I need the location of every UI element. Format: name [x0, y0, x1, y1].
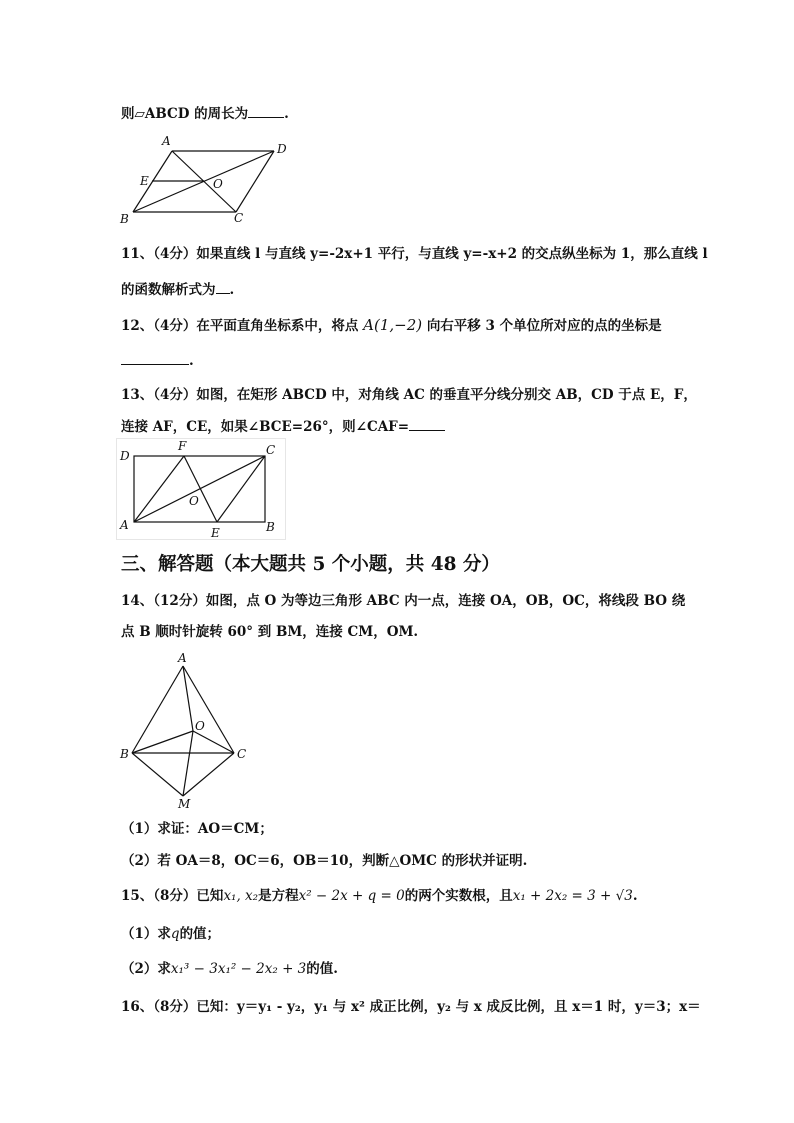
q10-label-e: E — [140, 174, 149, 188]
q13-answer-blank — [409, 416, 445, 431]
q12-end: . — [189, 353, 194, 369]
q14-segment-om — [183, 731, 193, 796]
q15-prefix: 15、（8分）已知 — [121, 888, 224, 904]
q11-end: . — [229, 282, 235, 298]
q12-point: A(1,−2) — [363, 316, 423, 334]
q14-label-c: C — [237, 747, 247, 761]
section3-title: 三、解答题（本大题共 5 个小题，共 48 分） — [121, 554, 500, 575]
q13-label-a: A — [120, 518, 129, 532]
q15-part1-suffix: 的值； — [179, 926, 221, 942]
q10-answer-blank — [248, 103, 284, 118]
q10-label-o: O — [213, 177, 223, 191]
q11-line2 — [121, 279, 234, 300]
q10-tail-text: 则▱ABCD 的周长为 — [121, 106, 249, 122]
q13-label-b: B — [266, 520, 275, 534]
q14-line1: 14、（12分）如图，点 O 为等边三角形 ABC 内一点，连接 OA，OB，OC，将线段 BO 绕 — [121, 593, 686, 609]
q11-line1: 11、（4分）如果直线 l 与直线 y=-2x+1 平行，与直线 y=-x+2 的交点纵坐标为 1，那么直线 l — [121, 246, 708, 262]
q14-segment-bm — [132, 753, 183, 796]
q14-segment-ao — [183, 666, 193, 731]
q10-label-a: A — [162, 134, 171, 148]
q15-part1-prefix: （1）求 — [121, 926, 171, 942]
q13-line2-text: 连接 AF，CE，如果∠BCE=26°，则∠CAF= — [121, 419, 410, 435]
q15-line1 — [121, 886, 638, 906]
q13-segment-fe — [184, 456, 217, 522]
q13-label-f: F — [178, 439, 187, 453]
q10-parallelogram-figure — [116, 130, 296, 230]
q13-line2 — [121, 416, 445, 437]
q14-part1: （1）求证：AO＝CM； — [121, 821, 273, 837]
q15-part2-expr: x₁³ − 3x₁² − 2x₂ + 3 — [170, 961, 307, 977]
q15-equation: x² − 2x + q = 0 — [298, 888, 405, 904]
q10-tail-line — [121, 103, 289, 124]
q14-segment-ab — [132, 666, 183, 753]
q10-label-c: C — [234, 211, 244, 225]
q12-text-after: 向右平移 3 个单位所对应的点的坐标是 — [426, 318, 662, 334]
q10-end: . — [284, 106, 289, 122]
q14-label-b: B — [120, 747, 129, 761]
q15-end: . — [632, 888, 638, 904]
q12-line2 — [121, 350, 194, 371]
q15-part2-prefix: （2）求 — [121, 961, 171, 977]
q15-part1 — [121, 924, 220, 944]
q10-label-b: B — [120, 212, 129, 226]
q16-line1: 16、（8分）已知：y＝y₁ - y₂，y₁ 与 x² 成正比例，y₂ 与 x 成反比例，且 x＝1 时，y＝3；x＝ — [121, 999, 701, 1015]
q15-condition: x₁ + 2x₂ = 3 + √3 — [512, 888, 633, 904]
q12-text-before: 12、（4分）在平面直角坐标系中，将点 — [121, 318, 359, 334]
q15-part2-suffix: 的值. — [306, 961, 338, 977]
q13-diagonal-ac — [134, 456, 265, 522]
q14-segment-bo — [132, 731, 193, 753]
q10-segment-dc — [236, 151, 274, 212]
q13-rectangle-figure — [116, 438, 286, 540]
q15-part1-var: q — [170, 926, 180, 942]
q14-segment-cm — [183, 753, 234, 796]
q13-segment-af — [134, 456, 184, 522]
q15-vars: x₁, x₂ — [223, 888, 259, 904]
q12-answer-blank — [121, 350, 189, 365]
q10-label-d: D — [277, 142, 287, 156]
q13-label-d: D — [120, 449, 130, 463]
q11-line2-text: 的函数解析式为 — [121, 282, 216, 298]
q14-part2: （2）若 OA＝8，OC＝6，OB＝10，判断△OMC 的形状并证明. — [121, 853, 528, 869]
q14-triangle-figure — [116, 650, 256, 812]
q13-label-e: E — [211, 526, 220, 540]
q14-label-m: M — [178, 797, 191, 811]
q14-label-o: O — [195, 719, 205, 733]
q13-label-o: O — [189, 494, 199, 508]
q15-part2 — [121, 959, 338, 979]
q14-label-a: A — [178, 651, 187, 665]
q13-segment-ce — [217, 456, 265, 522]
q13-label-c: C — [266, 443, 276, 457]
q15-mid2: 的两个实数根，且 — [404, 888, 513, 904]
q12-line1 — [121, 315, 662, 336]
q11-answer-blank — [216, 279, 230, 294]
q14-line2: 点 B 顺时针旋转 60° 到 BM，连接 CM，OM. — [121, 624, 419, 640]
q13-line1: 13、（4分）如图，在矩形 ABCD 中，对角线 AC 的垂直平分线分别交 AB，CD 于点 E，F， — [121, 387, 697, 403]
q15-mid: 是方程 — [258, 888, 299, 904]
